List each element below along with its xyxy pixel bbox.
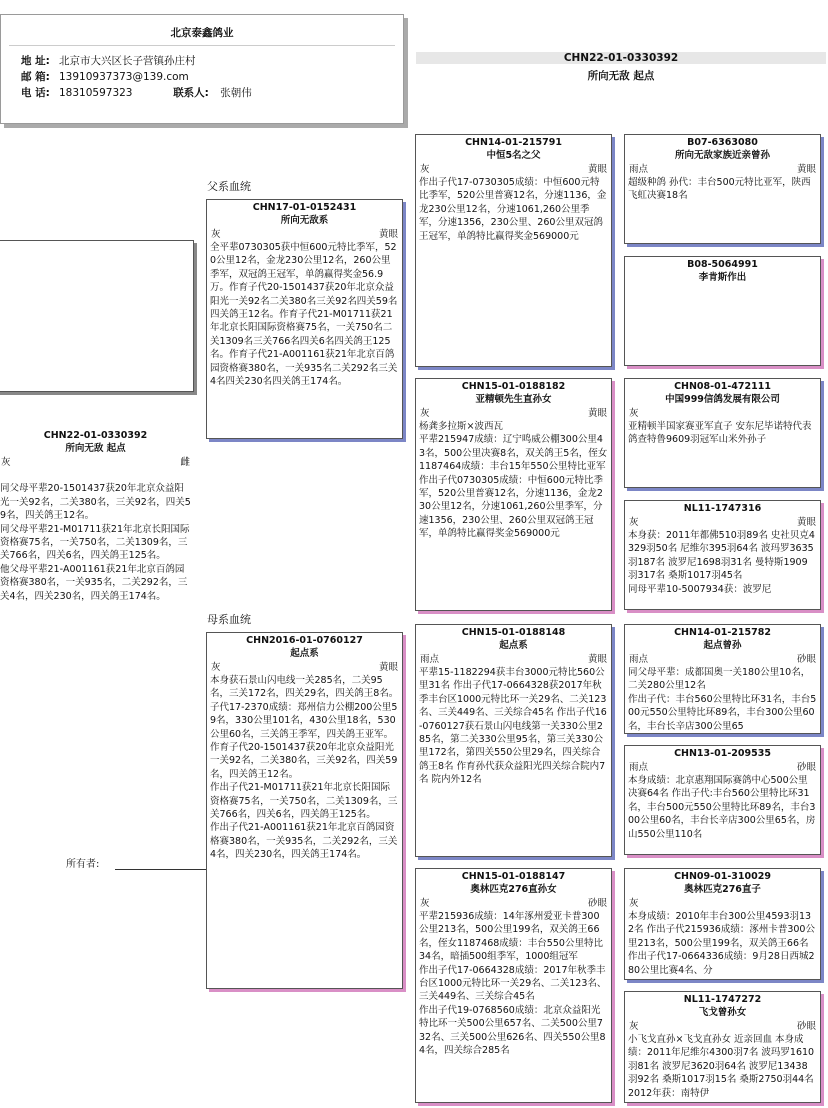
color-eye-row	[416, 163, 611, 176]
color-eye-row	[416, 897, 611, 910]
pigeon-ring: CHN15-01-0188148	[461, 627, 566, 638]
pigeon-name: 中恒5名之父	[486, 150, 541, 161]
phone-row	[21, 85, 252, 100]
pigeon-record: 本身获：2011年都佛510羽89名 史社贝克4329羽50名 尼维尔395羽64名 波玛罗3635羽187名 波罗尼1698羽31名 曼特斯1909羽317名 桑斯1017羽45名 同母平辈10-5007934获：波罗尼	[628, 530, 815, 595]
pigeon-color: 雨点	[629, 164, 649, 175]
sds-card[interactable]	[624, 378, 821, 488]
color-eye-row	[207, 661, 402, 674]
pigeon-record: 本身成绩：北京惠翔国际赛鸽中心500公里决赛64名 作出子代:丰台560公里特比环31名，丰台500元550公里特比环89名，丰台300公里60名，丰台长辛店300公里65名，房山550公里110名	[628, 775, 816, 840]
pigeon-eye: 黄眼	[796, 164, 816, 175]
color-eye-row	[416, 407, 611, 420]
pigeon-name: 起点曾孙	[703, 640, 742, 651]
pigeon-sex: 雌	[180, 457, 190, 468]
subject-top-name: 所向无敌 起点	[587, 70, 655, 82]
pigeon-ring: NL11-1747272	[683, 994, 762, 1005]
subject-card	[0, 428, 194, 636]
pigeon-eye: 黄眼	[587, 408, 607, 419]
breeder-info-card	[0, 14, 404, 124]
dsd-card[interactable]	[624, 745, 821, 855]
pigeon-ring: CHN17-01-0152431	[252, 202, 357, 213]
pigeon-color: 灰	[629, 1021, 639, 1032]
phone-label: 电 话:	[21, 87, 50, 99]
pigeon-eye: 黄眼	[378, 662, 398, 673]
pigeon-record: 全平辈0730305获中恒600元特比季军，520公里12名，金龙230公里12名，260公里季军，双冠鸽王冠军，单鸽赢得奖金56.9万。作育子代20-1501437获20年北京众益阳光一关92名二关380名三关92名四关59名四关鸽王12名。作育子代21-M01711获21年北京长阳国际资格赛75名，一关750名二关1309名三关766名四关6名四关鸽王125名。作育子代21-A001161获21年北京百鸽园资格赛380名，一关935名二关292名三关4名四关230名四关鸽王174名。	[210, 242, 398, 388]
pigeon-record: 本身成绩：2010年丰台300公里4593羽132名 作出子代215936成绩：涿州卡普300公里213名，500公里199名，双关鸽王66名 作出子代17-0664336成绩：9月28日西城280公里比赛4名、分	[628, 911, 815, 976]
header-divider	[9, 45, 395, 46]
sire-dam-card[interactable]	[415, 378, 612, 611]
dss-card[interactable]	[624, 624, 821, 734]
pigeon-eye: 黄眼	[378, 229, 398, 240]
color-eye-row	[625, 761, 820, 774]
pigeon-eye: 黄眼	[796, 517, 816, 528]
color-eye-row	[625, 897, 820, 910]
pigeon-name: 中国999信鸽发展有限公司	[665, 394, 780, 405]
pigeon-name: 李肯斯作出	[698, 272, 747, 283]
dam-sire-card[interactable]	[415, 624, 612, 857]
owner-signature-line[interactable]	[115, 869, 213, 870]
pigeon-record: 平辈15-1182294获丰台3000元特比560公里31名 作出子代17-0664328获2017年秋季丰台区1000元特比环一关29名、二关123名、三关449名、三关综合45名 作出子代16-0760127获石景山闪电线第一关330公里285名，第二关330公里95名，第三关330公里172名，第四关550公里29名，四关综合鸽王8名 作育孙代获众益阳光四关综合院内7名 院内外12名	[419, 667, 607, 786]
pigeon-color: 雨点	[629, 762, 649, 773]
pigeon-color: 雨点	[420, 654, 440, 665]
email-label: 邮 箱:	[21, 71, 50, 83]
sdd-card[interactable]	[624, 500, 821, 610]
color-eye-row	[207, 228, 402, 241]
dds-card[interactable]	[624, 868, 821, 980]
color-eye-row	[625, 1020, 820, 1033]
pigeon-name: 奥林匹克276直孙女	[470, 884, 557, 895]
pigeon-name: 飞戈曾孙女	[698, 1007, 747, 1018]
sire-card[interactable]	[206, 199, 403, 439]
pigeon-record: 小飞戈直孙×飞戈直孙女 近亲回血 本身成绩：2011年尼维尔4300羽7名 波玛罗1610羽81名 波罗尼3620羽64名 波罗尼13438羽92名 桑斯1017羽15名 桑斯2750羽44名 2012年获：南特伊	[628, 1034, 817, 1099]
pigeon-record: 同父母平辈20-1501437获20年北京众益阳光一关92名，二关380名，三关92名，四关59名，四关鸽王12名。 同父母平辈21-M01711获21年北京长阳国际资格赛75名，一关750名，二关1309名，三关766名，四关6名，四关鸽王125名。 他父母平辈21-A001161获21年北京百鸽园资格赛380名，一关935名，二关292名，三关4名，四关230名，四关鸽王174名。	[0, 483, 191, 602]
pigeon-name: 所向无敌 起点	[65, 443, 126, 454]
pigeon-name: 所向无敌家族近亲曾孙	[674, 150, 770, 161]
pigeon-name: 起点系	[499, 640, 528, 651]
pigeon-color: 灰	[420, 164, 430, 175]
empty-frame	[0, 240, 194, 392]
pigeon-name: 所向无敌系	[280, 215, 329, 226]
pigeon-name: 起点系	[290, 648, 319, 659]
subject-top-ring: CHN22-01-0330392	[563, 52, 679, 64]
pigeon-eye: 砂眼	[587, 898, 607, 909]
phone-value: 18310597323	[59, 87, 133, 99]
dam-card[interactable]	[206, 632, 403, 989]
pigeon-ring: CHN08-01-472111	[674, 381, 771, 392]
pigeon-color: 灰	[211, 662, 221, 673]
ssd-card[interactable]	[624, 256, 821, 366]
owner-label: 所有者:	[66, 859, 100, 870]
pigeon-color: 灰	[1, 457, 11, 468]
dam-line-label: 母系血统	[207, 613, 251, 626]
pigeon-eye: 砂眼	[796, 1021, 816, 1032]
dam-dam-card[interactable]	[415, 868, 612, 1103]
pigeon-ring: CHN09-01-310029	[674, 871, 771, 882]
color-eye-row	[625, 653, 820, 666]
email-row	[21, 69, 189, 84]
pigeon-record: 本身获石景山闪电线一关285名，二关95名，三关172名，四关29名，四关鸽王8名。 子代17-2370成绩：郑州信力公棚200公里59名，330公里101名，430公里18名，530公里60名，三关鸽王季军，四关鸽王亚军。 作育子代20-1501437获20年北京众益阳光一关92名，二关380名，三关92名，四关59名，四关鸽王12名。 作出子代21-M01711获21年北京长阳国际资格赛75名，一关750名，二关1309名，三关766名，四关6名，四关鸽王125名。 作出子代21-A001161获21年北京百鸽园资格赛380名，一关935名，二关292名，三关4名，四关230名，四关鸽王174名。	[210, 675, 399, 861]
pigeon-ring: CHN2016-01-0760127	[246, 635, 363, 646]
pigeon-ring: CHN22-01-0330392	[43, 430, 148, 441]
contact-value: 张朝伟	[220, 87, 252, 99]
sire-sire-card[interactable]	[415, 134, 612, 367]
pigeon-record: 平辈215936成绩：14年涿州爱亚卡普300公里213名，500公里199名，双关鸽王66名，侄女1187468成绩：丰台550公里特比34名，暗插500组季军，1000组冠军 作出子代17-0664328成绩：2017年秋季丰台区1000元特比环一关29名、二关123名、三关449名、三关综合45名 作出子代19-0768560成绩：北京众益阳光特比环一关500公里657名、二关500公里732名、三关500公里626名、四关550公里84名，四关综合285名	[419, 911, 607, 1057]
email-value[interactable]: 13910937373@139.com	[59, 71, 189, 83]
address-label: 地 址:	[21, 55, 50, 67]
pigeon-record: 同父母平辈：成都国奥一关180公里10名，二关280公里12名 作出子代：丰台560公里特比环31名，丰台500元550公里特比环89名，丰台300公里60名，丰台长辛店300公里65	[628, 667, 817, 732]
color-eye-row	[416, 653, 611, 666]
pigeon-ring: NL11-1747316	[683, 503, 762, 514]
address-row	[21, 53, 196, 68]
pigeon-ring: B07-6363080	[687, 137, 758, 148]
pigeon-ring: CHN14-01-215782	[674, 627, 771, 638]
ddd-card[interactable]	[624, 991, 821, 1103]
pigeon-color: 灰	[629, 898, 639, 909]
pigeon-color: 灰	[420, 408, 430, 419]
company-name: 北京泰鑫鸽业	[170, 27, 234, 39]
pigeon-ring: CHN13-01-209535	[674, 748, 771, 759]
owner-field	[66, 855, 213, 870]
pigeon-eye: 砂眼	[796, 762, 816, 773]
sire-line-label: 父系血统	[207, 180, 251, 193]
color-eye-row	[625, 516, 820, 529]
pigeon-ring: B08-5064991	[687, 259, 758, 270]
color-eye-row	[625, 407, 820, 420]
pigeon-name: 奥林匹克276直子	[684, 884, 761, 895]
pigeon-record: 超级种鸽 孙代：丰台500元特比亚军，陕西飞虹决赛18名	[628, 177, 811, 202]
pigeon-color: 灰	[629, 517, 639, 528]
pigeon-ring: CHN14-01-215791	[465, 137, 562, 148]
pigeon-color: 雨点	[629, 654, 649, 665]
pigeon-ring: CHN15-01-0188182	[461, 381, 566, 392]
pigeon-color: 灰	[629, 408, 639, 419]
pigeon-record: 亚精顿半国家赛亚军直子 安东尼毕诺特代表鸽查特鲁9609羽冠军山米外孙子	[628, 421, 812, 446]
pigeon-eye: 黄眼	[587, 654, 607, 665]
pigeon-record: 作出子代17-0730305成绩：中恒600元特比季军，520公里普赛12名，分速1136，金龙230公里12名，分速1061,260公里季军，分速1356，230公里、260公里双冠鸽王冠军，单鸽特比赢得奖金569000元	[419, 177, 607, 242]
pigeon-name: 亚精顿先生直孙女	[475, 394, 552, 405]
pigeon-record: 杨龚多拉斯×波西瓦 平辈215947成绩：辽宁鸣威公棚300公里43名，500公里决赛8名，双关鸽王5名，侄女1187464成绩：丰台15年550公里特比亚军 作出子代0730305成绩：中恒600元特比季军，520公里普赛12名，分速1136，金龙230公里12名，分速1061,260公里季军，分速1356，230公里、260公里双冠鸽王冠军，单鸽特比赢得奖金569000元	[419, 421, 608, 540]
pigeon-color: 灰	[211, 229, 221, 240]
color-eye-row	[625, 163, 820, 176]
pigeon-eye: 砂眼	[796, 654, 816, 665]
address-value: 北京市大兴区长子营镇孙庄村	[59, 55, 196, 67]
pigeon-ring: CHN15-01-0188147	[461, 871, 566, 882]
contact-label: 联系人:	[173, 87, 209, 99]
pigeon-color: 灰	[420, 898, 430, 909]
pigeon-eye: 黄眼	[587, 164, 607, 175]
color-eye-row	[0, 456, 194, 469]
sss-card[interactable]	[624, 134, 821, 244]
